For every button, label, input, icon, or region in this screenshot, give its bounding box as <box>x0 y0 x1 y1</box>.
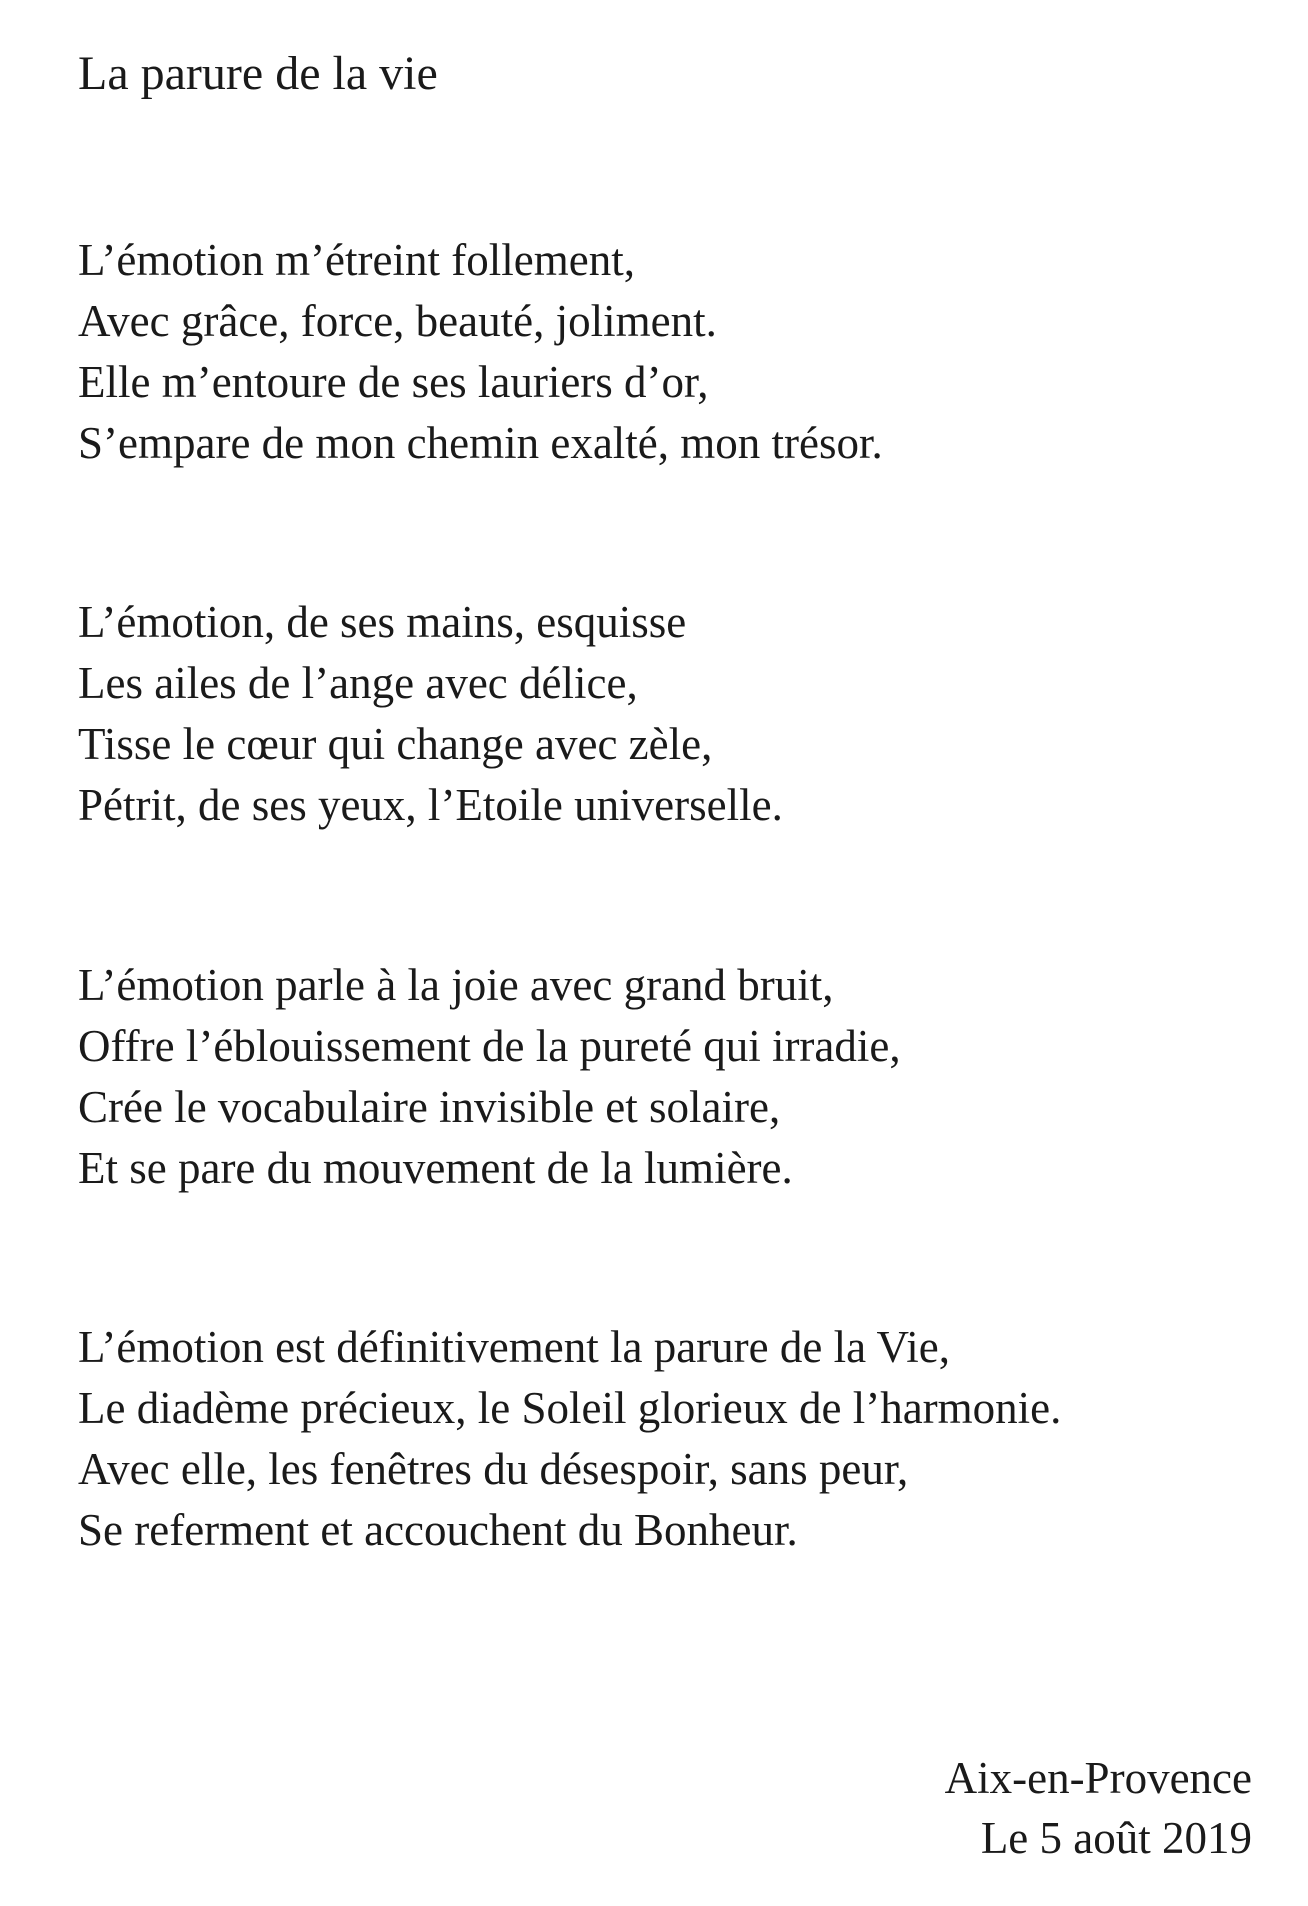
stanza-line: L’émotion, de ses mains, esquisse <box>78 597 687 647</box>
poem-title: La parure de la vie <box>78 47 438 100</box>
stanza-line: S’empare de mon chemin exalté, mon trésor. <box>78 418 883 468</box>
stanza-2 <box>78 592 1258 836</box>
stanza-1 <box>78 230 1258 474</box>
stanza-line: Crée le vocabulaire invisible et solaire, <box>78 1082 781 1132</box>
signature-block <box>945 1748 1252 1868</box>
stanza-line: Se referment et accouchent du Bonheur. <box>78 1505 798 1555</box>
stanza-line: L’émotion parle à la joie avec grand bruit, <box>78 960 834 1010</box>
stanza-line: Pétrit, de ses yeux, l’Etoile universelle. <box>78 780 783 830</box>
stanza-line: L’émotion m’étreint follement, <box>78 235 635 285</box>
stanza-3 <box>78 955 1258 1199</box>
stanza-line: L’émotion est définitivement la parure de la Vie, <box>78 1322 951 1372</box>
signature-place: Aix-en-Provence <box>944 1753 1252 1803</box>
stanza-line: Le diadème précieux, le Soleil glorieux de l’harmonie. <box>78 1383 1062 1433</box>
stanza-4 <box>78 1317 1258 1561</box>
stanza-line: Tisse le cœur qui change avec zèle, <box>78 719 713 769</box>
stanza-line: Offre l’éblouissement de la pureté qui irradie, <box>78 1021 901 1071</box>
stanza-line: Et se pare du mouvement de la lumière. <box>78 1143 793 1193</box>
stanza-line: Avec elle, les fenêtres du désespoir, sans peur, <box>78 1444 909 1494</box>
signature-date: Le 5 août 2019 <box>980 1813 1252 1863</box>
stanza-line: Les ailes de l’ange avec délice, <box>78 658 638 708</box>
stanza-line: Avec grâce, force, beauté, joliment. <box>78 296 717 346</box>
stanza-line: Elle m’entoure de ses lauriers d’or, <box>78 357 709 407</box>
